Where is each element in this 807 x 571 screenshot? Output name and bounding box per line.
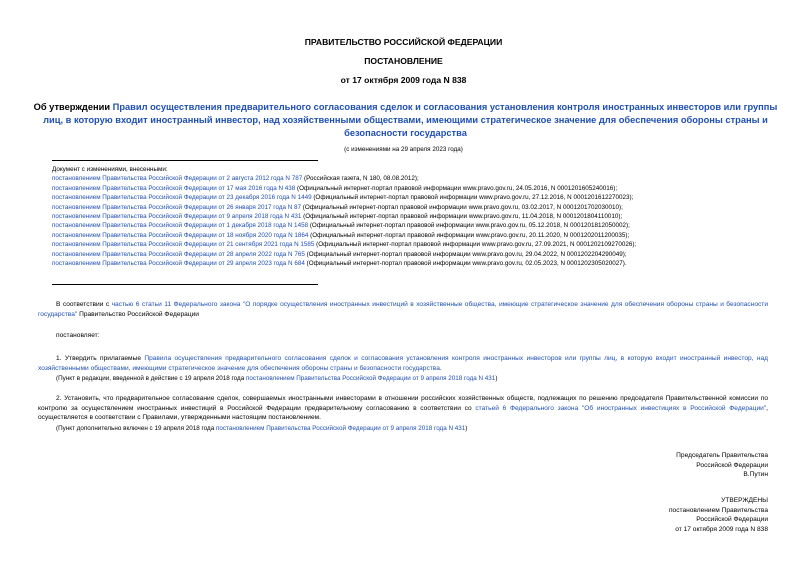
note-1-end: ) — [495, 375, 498, 382]
note-2-link[interactable]: постановлением Правительства Российской Федерации от 9 апреля 2018 года N 431 — [215, 425, 466, 432]
approval-country: Российской Федерации — [696, 516, 768, 524]
date-number-heading: от 17 октября 2009 года N 838 — [340, 75, 467, 85]
title-rules-link[interactable]: Правил осуществления предварительного согласования сделок и согласования установления контроля иностранных инвесторов или группы лиц, в которую входит иностранный инвестор, над хозяйственными обществами, имеющими стратегическое значение для обеспечения обороны страны и безопасности государства — [43, 102, 778, 138]
changes-list-item — [52, 231, 792, 240]
change-source: (Официальный интернет-портал правовой информации www.pravo.gov.ru, 24.05.2016, N 0001201605240016); — [295, 184, 618, 192]
note-1-link[interactable]: постановлением Правительства Российской Федерации от 9 апреля 2018 года N 431 — [245, 375, 496, 382]
changes-list-item — [52, 184, 792, 193]
bottom-divider — [52, 284, 318, 285]
note-2-start: (Пункт дополнительно включен с 19 апреля 2018 года — [56, 425, 216, 432]
document-type-heading: ПОСТАНОВЛЕНИЕ — [364, 56, 443, 66]
paragraph-2-start: 2. Установить, что предварительное согласование сделок, совершаемых иностранными инвесторами в отношении российских хозяйственных обществ, подлежащих по решению председателя Правительственной комиссии по контролю за осуществлением иностранных инвестиций в Российской Федерации предварительному согласованию в соответствии со — [38, 395, 768, 412]
document-title — [28, 101, 783, 139]
change-source: (Официальный интернет-портал правовой информации www.pravo.gov.ru, 29.04.2022, N 0001202204290049); — [304, 250, 627, 258]
title-prefix: Об утверждении — [33, 102, 113, 112]
change-link[interactable]: постановлением Правительства Российской Федерации от 9 апреля 2018 года N 431 — [52, 213, 302, 221]
top-divider — [52, 160, 318, 161]
note-1-start: (Пункт в редакции, введенной в действие с 19 апреля 2018 года — [56, 375, 246, 382]
changes-intro: Документ с изменениями, внесенными: — [52, 166, 168, 173]
changes-list-item — [52, 221, 792, 230]
paragraph-2 — [38, 394, 768, 423]
rules-link[interactable]: Правила осуществления предварительного согласования сделок и согласования установления контроля иностранных инвесторов или группы лиц, в которую входит иностранный инвестор, над хозяйственными обществами, имеющими стратегическое значение для обеспечения обороны страны и безопасности государства — [38, 355, 769, 372]
change-source: (Официальный интернет-портал правовой информации www.pravo.gov.ru, 05.12.2018, N 0001201812050002); — [308, 222, 630, 230]
approval-by: постановлением Правительства — [668, 506, 768, 514]
paragraph-2-end: , осуществляется в соответствии с Правилами, утвержденными настоящим постановлением. — [38, 404, 768, 422]
paragraph-1-start: 1. Утвердить прилагаемые — [56, 355, 145, 362]
note-2-end: ) — [465, 425, 468, 432]
government-heading: ПРАВИТЕЛЬСТВО РОССИЙСКОЙ ФЕДЕРАЦИИ — [304, 37, 503, 47]
approval-block — [669, 496, 768, 534]
change-link[interactable]: постановлением Правительства Российской Федерации от 29 апреля 2023 года N 684 — [52, 260, 305, 268]
change-source: (Официальный интернет-портал правовой информации www.pravo.gov.ru, 03.02.2017, N 0001201702030010); — [301, 203, 623, 211]
paragraph-1-note — [56, 374, 497, 383]
change-link[interactable]: постановлением Правительства Российской Федерации от 2 августа 2012 года N 787 — [52, 175, 303, 183]
signature-name: В.Путин — [743, 471, 768, 479]
signature-country: Российской Федерации — [696, 461, 768, 469]
changes-list-item — [52, 193, 792, 202]
changes-list-item — [52, 240, 792, 249]
change-link[interactable]: постановлением Правительства Российской Федерации от 1 декабря 2018 года N 1458 — [52, 222, 309, 230]
changes-list-item — [52, 212, 792, 221]
signature-block — [676, 451, 768, 480]
change-link[interactable]: постановлением Правительства Российской Федерации от 26 января 2017 года N 87 — [52, 203, 302, 211]
approval-date: от 17 октября 2009 года N 838 — [675, 525, 768, 533]
changes-list-item — [52, 250, 792, 259]
change-link[interactable]: постановлением Правительства Российской Федерации от 21 сентября 2021 года N 1585 — [52, 241, 315, 249]
edition-note: (с изменениями на 29 апреля 2023 года) — [344, 146, 463, 153]
change-source: (Российская газета, N 180, 08.08.2012); — [302, 175, 419, 183]
change-source: (Официальный интернет-портал правовой информации www.pravo.gov.ru, 20.11.2020, N 0001202011200035); — [308, 231, 630, 239]
changes-list-item — [52, 259, 792, 268]
change-link[interactable]: постановлением Правительства Российской Федерации от 18 ноября 2020 года N 1864 — [52, 231, 309, 239]
investment-law-link[interactable]: статьей 6 Федерального закона "Об иностранных инвестициях в Российской Федерации" — [475, 404, 767, 412]
changes-list — [52, 165, 792, 268]
changes-list-item — [52, 174, 792, 183]
preamble-text-end: Правительство Российской Федерации — [77, 310, 199, 318]
change-link[interactable]: постановлением Правительства Российской Федерации от 17 мая 2016 года N 438 — [52, 184, 296, 192]
paragraph-2-note — [56, 424, 467, 433]
change-source: (Официальный интернет-портал правовой информации www.pravo.gov.ru, 27.09.2021, N 0001202109270026); — [314, 241, 637, 249]
change-source: (Официальный интернет-портал правовой информации www.pravo.gov.ru, 27.12.2016, N 0001201612270023); — [311, 194, 634, 202]
approval-label: УТВЕРЖДЕНЫ — [721, 497, 768, 504]
changes-list-item — [52, 203, 792, 212]
decree-word: постановляет: — [56, 332, 100, 339]
change-link[interactable]: постановлением Правительства Российской Федерации от 23 декабря 2016 года N 1449 — [52, 194, 312, 202]
preamble-paragraph — [38, 300, 768, 319]
preamble-text-start: В соответствии с — [56, 301, 112, 308]
change-source: (Официальный интернет-портал правовой информации www.pravo.gov.ru, 02.05.2023, N 0001202305020027). — [304, 260, 627, 268]
paragraph-1-end: . — [439, 364, 442, 372]
change-link[interactable]: постановлением Правительства Российской Федерации от 28 апреля 2022 года N 765 — [52, 250, 305, 258]
signature-title: Председатель Правительства — [676, 452, 768, 459]
change-source: (Официальный интернет-портал правовой информации www.pravo.gov.ru, 11.04.2018, N 0001201804110010); — [301, 213, 623, 221]
paragraph-1 — [38, 354, 768, 373]
federal-law-link[interactable]: частью 6 статьи 11 Федерального закона "О порядке осуществления иностранных инвестиций в хозяйственные общества, имеющие стратегическое значение для обеспечения обороны страны и безопасности государства" — [38, 301, 768, 318]
